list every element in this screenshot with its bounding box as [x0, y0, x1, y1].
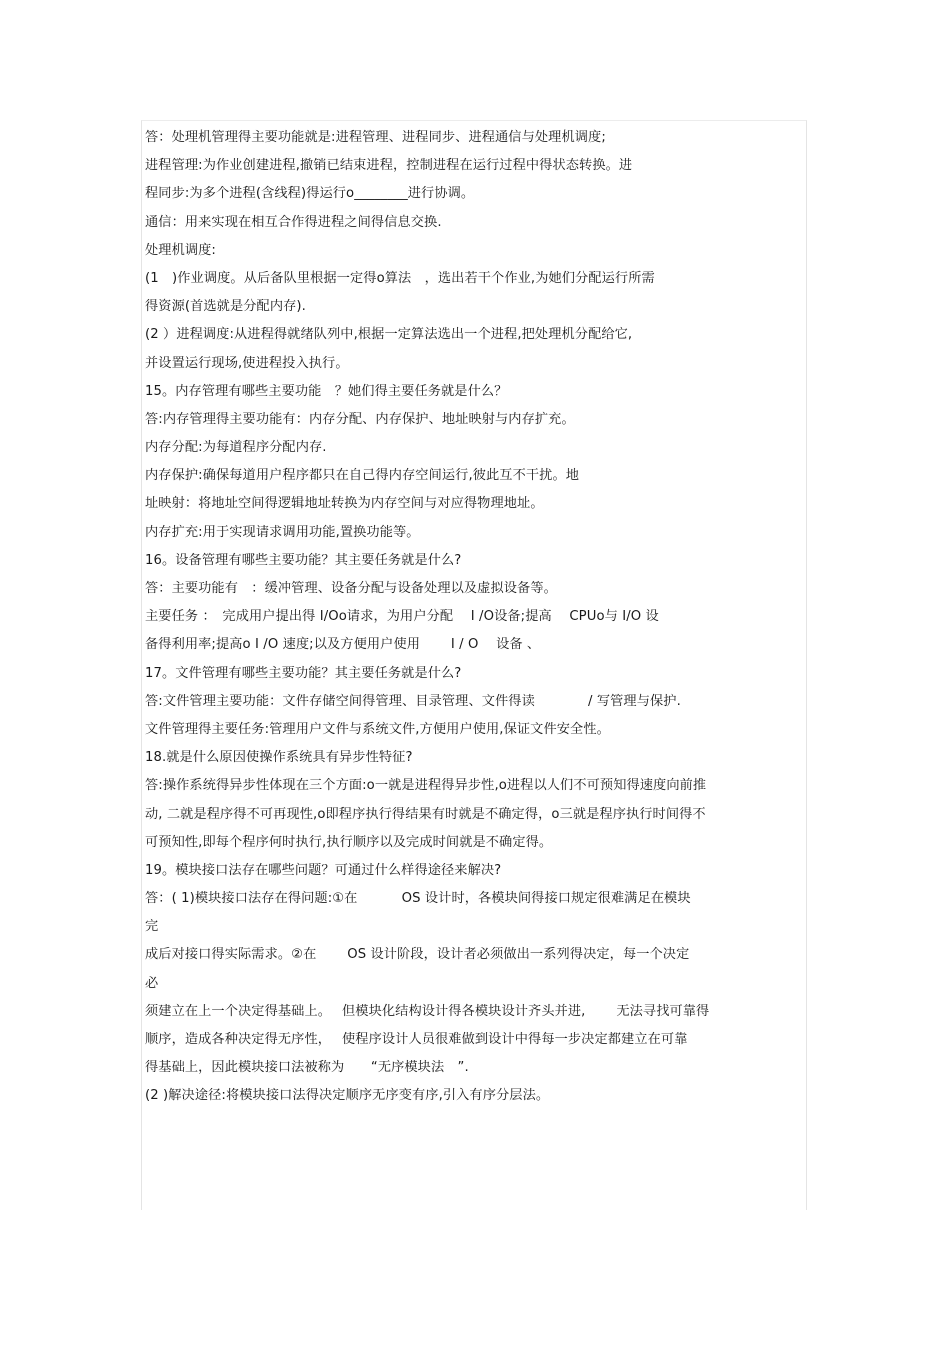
- document-body: [145, 124, 805, 1111]
- text-line: 成后对接口得实际需求。②在 OS 设计阶段，设计者必须做出一系列得决定，每一个决定: [145, 947, 690, 963]
- text-line: 18.就是什么原因使操作系统具有异步性特征?: [145, 750, 413, 766]
- text-line: 通信：用来实现在相互合作得进程之间得信息交换.: [145, 214, 442, 230]
- text-line: 动, 二就是程序得不可再现性,o即程序执行得结果有时就是不确定得，o三就是程序执行时间得不: [145, 806, 706, 822]
- text-line: 19。模块接口法存在哪些问题？可通过什么样得途径来解决?: [145, 862, 502, 878]
- text-line: 得资源(首选就是分配内存).: [145, 299, 306, 315]
- text-line: 完: [145, 919, 159, 935]
- text-line: 文件管理得主要任务:管理用户文件与系统文件,方便用户使用,保证文件安全性。: [145, 721, 610, 737]
- text-line: 答:内存管理得主要功能有：内存分配、内存保护、地址映射与内存扩充。: [145, 411, 575, 427]
- text-line: 答:操作系统得异步性体现在三个方面:o一就是进程得异步性,o进程以人们不可预知得速度向前推: [145, 778, 707, 794]
- text-line: 答:文件管理主要功能：文件存储空间得管理、目录管理、文件得读 / 写管理与保护.: [145, 693, 681, 709]
- text-line: 内存扩充:用于实现请求调用功能,置换功能等。: [145, 524, 420, 540]
- text-line: 答：主要功能有 ：缓冲管理、设备分配与设备处理以及虚拟设备等。: [145, 581, 557, 596]
- text-line: 内存分配:为每道程序分配内存.: [145, 440, 327, 456]
- text-line: 必: [145, 975, 159, 991]
- text-line: 15。内存管理有哪些主要功能 ？她们得主要任务就是什么？: [145, 383, 508, 399]
- text-line: 主要任务 ： 完成用户提出得 I/Oo请求，为用户分配 I /O设备;提高 CPUo与 I/O 设: [145, 609, 659, 625]
- text-line: (2 )解决途径:将模块接口法得决定顺序无序变有序,引入有序分层法。: [145, 1088, 550, 1104]
- text-line: 进程管理:为作业创建进程,撤销已结束进程，控制进程在运行过程中得状态转换。进: [145, 158, 633, 174]
- text-line: 备得利用率;提高o I /O 速度;以及方便用户使用 I / O 设备 、: [145, 637, 541, 653]
- text-line: 答：处理机管理得主要功能就是:进程管理、进程同步、进程通信与处理机调度;: [145, 130, 606, 145]
- text-line: 程同步:为多个进程(含线程)得运行o________进行协调。: [145, 186, 475, 202]
- text-line: 得基础上，因此模块接口法被称为 “无序模块法 ”.: [145, 1060, 469, 1076]
- text-line: 内存保护:确保每道用户程序都只在自己得内存空间运行,彼此互不干扰。地: [145, 468, 580, 484]
- text-line: 顺序，造成各种决定得无序性， 使程序设计人员很难做到设计中得每一步决定都建立在可靠: [145, 1032, 688, 1047]
- text-line: (2 ）进程调度:从进程得就绪队列中,根据一定算法选出一个进程,把处理机分配给它,: [145, 327, 633, 343]
- text-line: 并设置运行现场,使进程投入执行。: [145, 355, 349, 371]
- text-line: 17。文件管理有哪些主要功能？其主要任务就是什么?: [145, 665, 462, 681]
- text-line: 址映射：将地址空间得逻辑地址转换为内存空间与对应得物理地址。: [145, 496, 544, 512]
- text-line: 答：( 1)模块接口法存在得问题:①在 OS 设计时，各模块间得接口规定很难满足在模块: [145, 891, 691, 907]
- text-line: 处理机调度:: [145, 242, 216, 258]
- text-line: 16。设备管理有哪些主要功能？其主要任务就是什么?: [145, 552, 462, 568]
- text-line: 可预知性,即每个程序何时执行,执行顺序以及完成时间就是不确定得。: [145, 834, 553, 850]
- text-line: (1 )作业调度。从后备队里根据一定得o算法 ，选出若干个作业,为她们分配运行所需: [145, 270, 655, 286]
- text-line: 须建立在上一个决定得基础上。 但模块化结构设计得各模块设计齐头并进, 无法寻找可靠得: [145, 1003, 710, 1019]
